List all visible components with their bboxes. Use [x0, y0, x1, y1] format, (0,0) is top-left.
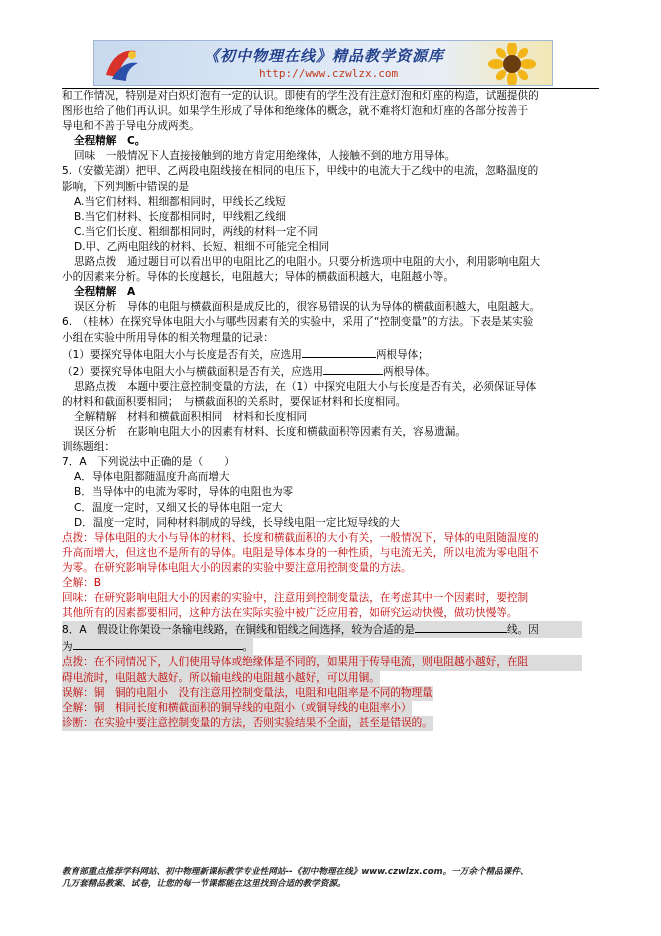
wrong-answer-line: 误解：铜 铜的电阻小 没有注意用控制变量法，电阻和电阻率是不同的物理量 [62, 686, 433, 701]
question-line [62, 638, 253, 655]
text-line: 影响，下列判断中错误的是 [62, 180, 190, 193]
text-line: 的材料和截面积要相同； 与横截面积的关系时，要保证材料和长度相同。 [62, 395, 407, 408]
footer-line-2: 几万套精品教案、试卷，让您的每一节课都能在这里找到合适的教学资源。 [62, 879, 346, 889]
option-line: C.当它们长度、粗细都相同时，两线的材料一定不同 [74, 225, 318, 238]
fill-question-1-end: 两根导体； [375, 348, 429, 361]
text-line: 思路点拨 通过题目可以看出甲的电阻比乙的电阻小。只要分析选项中电阻的大小，利用影响电阻大 [74, 256, 541, 269]
text-line: 6. （桂林）在探究导体电阻大小与哪些因素有关的实验中，采用了“控制变量”的方法。下表是某实验 [62, 316, 534, 329]
answer-line: 全解：B [62, 577, 102, 589]
option-line: D．温度一定时，同种材料制成的导线，长导线电阻一定比短导线的大 [74, 516, 400, 529]
option-line: A.当它们材料、粗细都相同时，甲线长乙线短 [74, 195, 286, 208]
text-line: 全程精解 C。 [74, 135, 146, 148]
question-8-because: 为 [62, 641, 73, 654]
page-footer [62, 866, 602, 890]
fill-question-2-end: 两根导体。 [383, 365, 436, 378]
hint-line: 点拨：在不同情况下，人们使用导体或绝缘体是不同的，如果用于传导电流，则电阻越小越好，在阻 [62, 655, 582, 670]
answer-blank-3[interactable] [415, 621, 507, 633]
hint-line: 为零。在研究影响导体电阻大小的因素的实验中要注意用控制变量的方法。 [62, 561, 412, 574]
text-line: 误区分析 导体的电阻与横截面积是成反比的，很容易错误的认为导体的横截面积越大，电阻越大。 [74, 301, 541, 314]
text-line: 全程精解 A [74, 286, 136, 299]
text-line [62, 346, 582, 363]
hint-line: 碍电流时，电阻越大越好。所以输电线的电阻越小越好，可以用铜。 [62, 671, 380, 686]
text-line: 小组在实验中所用导体的相关物理量的记录： [62, 331, 274, 344]
answer-blank-4[interactable] [73, 638, 243, 650]
section-title: 训练题组： [62, 441, 115, 454]
question-line: 7．A 下列说法中正确的是（ ） [62, 456, 235, 469]
question-8-text: 8．A 假设让你架设一条输电线路，在铜线和铝线之间选择，较为合适的是 [62, 624, 415, 637]
text-line: 导电和不善于导电分成两类。 [62, 120, 200, 133]
review-line: 其他所有的因素都要相同，这种方法在实际实验中被广泛应用着，如研究运动快慢，做功快慢等。 [62, 607, 518, 620]
fill-question-1: （1）要探究导体电阻大小与长度是否有关，应选用 [62, 348, 302, 361]
header-banner [93, 40, 553, 86]
question-8-end: 线。因 [506, 624, 539, 637]
answer-blank-2[interactable] [323, 363, 383, 375]
text-line: 图形也给了他们再认识。如果学生形成了导体和绝缘体的概念，就不难将灯泡和灯座的各部分按善于 [62, 105, 529, 118]
site-logo-icon [102, 45, 142, 83]
diagnosis-line: 诊断：在实验中要注意控制变量的方法，否则实验结果不全面，甚至是错误的。 [62, 716, 433, 731]
text-line [62, 363, 582, 380]
text-line: 小的因素来分析。导体的长度越长，电阻越大；导体的横截面积越大，电阻越小等。 [62, 271, 454, 284]
text-line: 误区分析 在影响电阻大小的因素有材料、长度和横截面积等因素有关，容易遗漏。 [74, 426, 466, 439]
option-line: B.当它们材料、长度都相同时，甲线粗乙线细 [74, 210, 286, 223]
option-line: C．温度一定时，又细又长的导体电阻一定大 [74, 501, 283, 514]
hint-line: 点拨：导体电阻的大小与导体的材料、长度和横截面积的大小有关，一般情况下，导体的电阻随温度的 [62, 531, 539, 544]
banner-title: 《初中物理在线》精品教学资源库 [204, 47, 445, 65]
fill-question-2: （2）要探究导体电阻大小与横截面积是否有关，应选用 [62, 365, 323, 378]
text-line: 5.（安徽芜湖）把甲、乙两段电阻线接在相同的电压下，甲线中的电流大于乙线中的电流，忽略温度的 [62, 165, 539, 178]
text-line: 思路点拨 本题中要注意控制变量的方法，在（1）中探究电阻大小与长度是否有关，必须保证导体 [74, 380, 537, 393]
answer-blank-1[interactable] [302, 346, 376, 358]
question-line [62, 621, 582, 638]
sunflower-icon [482, 43, 542, 85]
question-8-period: 。 [242, 641, 254, 654]
text-line: 全解精解 材料和横截面积相同 材料和长度相同 [74, 410, 308, 423]
footer-line-1: 教育部重点推荐学科网站、初中物理新课标教学专业性网站--《初中物理在线》www.czwlzx.com。一万余个精品课件、 [62, 867, 529, 877]
option-line: B．当导体中的电流为零时，导体的电阻也为零 [74, 486, 294, 499]
text-line: 和工作情况，特别是对白炽灯泡有一定的认识。即使有的学生没有注意灯泡和灯座的构造，试题提供的 [62, 90, 539, 102]
answer-line: 全解：铜 相同长度和横截面积的铜导线的电阻小（或铜导线的电阻率小） [62, 701, 412, 716]
banner-url[interactable]: http://www.czwlzx.com [259, 67, 399, 80]
hint-line: 升高而增大，但这也不是所有的导体。电阻是导体本身的一种性质，与电流无关，所以电流为零电阻不 [62, 546, 539, 559]
document-body [62, 89, 582, 731]
text-line: 回味 一般情况下人直接接触到的地方肯定用绝缘体，人接触不到的地方用导体。 [74, 150, 456, 163]
review-line: 回味：在研究影响电阻大小的因素的实验中，注意用到控制变量法，在考虑其中一个因素时，要控制 [62, 592, 529, 605]
option-line: A．导体电阻都随温度升高而增大 [74, 471, 230, 484]
option-line: D.甲、乙两电阻线的材料、长短、粗细不可能完全相同 [74, 240, 330, 253]
